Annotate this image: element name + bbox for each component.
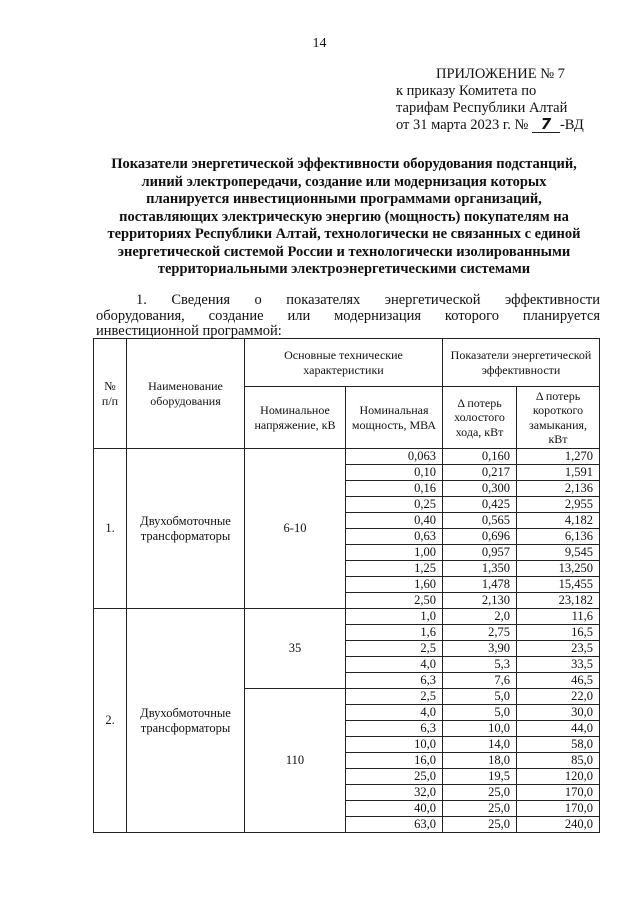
header-short-loss: Δ потерь короткого замыкания, кВт	[517, 387, 600, 449]
cell-power: 4,0	[346, 705, 443, 721]
cell-idle: 14,0	[443, 737, 517, 753]
cell-short: 30,0	[517, 705, 600, 721]
cell-idle: 0,957	[443, 545, 517, 561]
cell-power: 2,5	[346, 689, 443, 705]
cell-short: 33,5	[517, 657, 600, 673]
header-efficiency: Показатели энергетической эффективности	[443, 339, 600, 387]
cell-power: 0,25	[346, 497, 443, 513]
cell-power: 63,0	[346, 817, 443, 833]
intro-paragraph	[96, 293, 600, 340]
equipment-name: Двухобмоточные трансформаторы	[127, 609, 245, 833]
cell-idle: 5,3	[443, 657, 517, 673]
cell-short: 44,0	[517, 721, 600, 737]
cell-power: 40,0	[346, 801, 443, 817]
order-date: от 31 марта 2023 г. №	[396, 117, 529, 133]
appendix-block	[396, 66, 626, 134]
cell-short: 9,545	[517, 545, 600, 561]
cell-short: 23,182	[517, 593, 600, 609]
cell-short: 2,955	[517, 497, 600, 513]
header-idle-loss: Δ потерь холостого хода, кВт	[443, 387, 517, 449]
cell-idle: 1,350	[443, 561, 517, 577]
page-number: 14	[312, 36, 327, 51]
table-row	[94, 609, 600, 625]
intro-line-1: 1. Сведения о показателях энергетической эффективности	[136, 292, 600, 308]
cell-idle: 18,0	[443, 753, 517, 769]
cell-idle: 5,0	[443, 689, 517, 705]
cell-power: 0,63	[346, 529, 443, 545]
cell-idle: 0,300	[443, 481, 517, 497]
cell-short: 11,6	[517, 609, 600, 625]
cell-idle: 25,0	[443, 817, 517, 833]
cell-short: 6,136	[517, 529, 600, 545]
cell-short: 120,0	[517, 769, 600, 785]
cell-power: 16,0	[346, 753, 443, 769]
voltage-value: 35	[245, 609, 346, 689]
appendix-title: ПРИЛОЖЕНИЕ № 7	[436, 66, 565, 82]
document-title: Показатели энергетической эффективности оборудования подстанций, линий электропередачи, создание или модернизация которых планируется инвестиционными программами организаций, поставляющих электрическую энергию (мощность) покупателям на территориях Республики Алтай, технологически не связанных с единой энергетической системой России и технологически изолированными территориальными электроэнергетическими системами	[107, 156, 581, 277]
row-number: 1.	[94, 449, 127, 609]
cell-short: 170,0	[517, 785, 600, 801]
table-row	[94, 449, 600, 465]
cell-power: 1,60	[346, 577, 443, 593]
header-num: № п/п	[94, 339, 127, 449]
cell-short: 170,0	[517, 801, 600, 817]
cell-power: 0,063	[346, 449, 443, 465]
cell-short: 1,270	[517, 449, 600, 465]
cell-power: 25,0	[346, 769, 443, 785]
cell-idle: 19,5	[443, 769, 517, 785]
cell-short: 85,0	[517, 753, 600, 769]
cell-power: 0,40	[346, 513, 443, 529]
appendix-line-3	[396, 117, 626, 134]
appendix-line-2: тарифам Республики Алтай	[396, 100, 568, 116]
appendix-line-1: к приказу Комитета по	[396, 83, 537, 99]
table-body	[94, 449, 600, 833]
cell-idle: 0,696	[443, 529, 517, 545]
cell-idle: 3,90	[443, 641, 517, 657]
cell-power: 0,16	[346, 481, 443, 497]
cell-short: 2,136	[517, 481, 600, 497]
cell-idle: 2,130	[443, 593, 517, 609]
intro-line-3: инвестиционной программой:	[96, 323, 282, 339]
order-number-handwritten: 7	[532, 117, 560, 133]
cell-power: 0,10	[346, 465, 443, 481]
cell-power: 1,25	[346, 561, 443, 577]
cell-power: 6,3	[346, 721, 443, 737]
cell-idle: 10,0	[443, 721, 517, 737]
cell-idle: 5,0	[443, 705, 517, 721]
cell-idle: 0,160	[443, 449, 517, 465]
cell-short: 1,591	[517, 465, 600, 481]
cell-idle: 2,0	[443, 609, 517, 625]
cell-idle: 25,0	[443, 801, 517, 817]
voltage-value: 6-10	[245, 449, 346, 609]
voltage-value: 110	[245, 689, 346, 833]
cell-idle: 0,565	[443, 513, 517, 529]
cell-power: 32,0	[346, 785, 443, 801]
cell-idle: 1,478	[443, 577, 517, 593]
cell-short: 58,0	[517, 737, 600, 753]
cell-short: 13,250	[517, 561, 600, 577]
cell-power: 2,5	[346, 641, 443, 657]
cell-power: 6,3	[346, 673, 443, 689]
efficiency-table	[93, 338, 600, 833]
row-number: 2.	[94, 609, 127, 833]
cell-power: 1,0	[346, 609, 443, 625]
equipment-name: Двухобмоточные трансформаторы	[127, 449, 245, 609]
cell-power: 1,00	[346, 545, 443, 561]
cell-idle: 7,6	[443, 673, 517, 689]
cell-short: 22,0	[517, 689, 600, 705]
cell-idle: 0,425	[443, 497, 517, 513]
cell-power: 2,50	[346, 593, 443, 609]
cell-power: 10,0	[346, 737, 443, 753]
cell-short: 15,455	[517, 577, 600, 593]
cell-short: 4,182	[517, 513, 600, 529]
cell-short: 16,5	[517, 625, 600, 641]
header-name: Наименование оборудования	[127, 339, 245, 449]
header-power: Номинальная мощность, МВА	[346, 387, 443, 449]
order-suffix: -ВД	[559, 117, 584, 133]
cell-power: 4,0	[346, 657, 443, 673]
header-voltage: Номинальное напряжение, кВ	[245, 387, 346, 449]
cell-power: 1,6	[346, 625, 443, 641]
cell-idle: 0,217	[443, 465, 517, 481]
cell-short: 23,5	[517, 641, 600, 657]
cell-short: 46,5	[517, 673, 600, 689]
header-tech: Основные технические характеристики	[245, 339, 443, 387]
intro-line-2: оборудования, создание или модернизация которого планируется	[96, 307, 600, 324]
cell-short: 240,0	[517, 817, 600, 833]
cell-idle: 25,0	[443, 785, 517, 801]
cell-idle: 2,75	[443, 625, 517, 641]
